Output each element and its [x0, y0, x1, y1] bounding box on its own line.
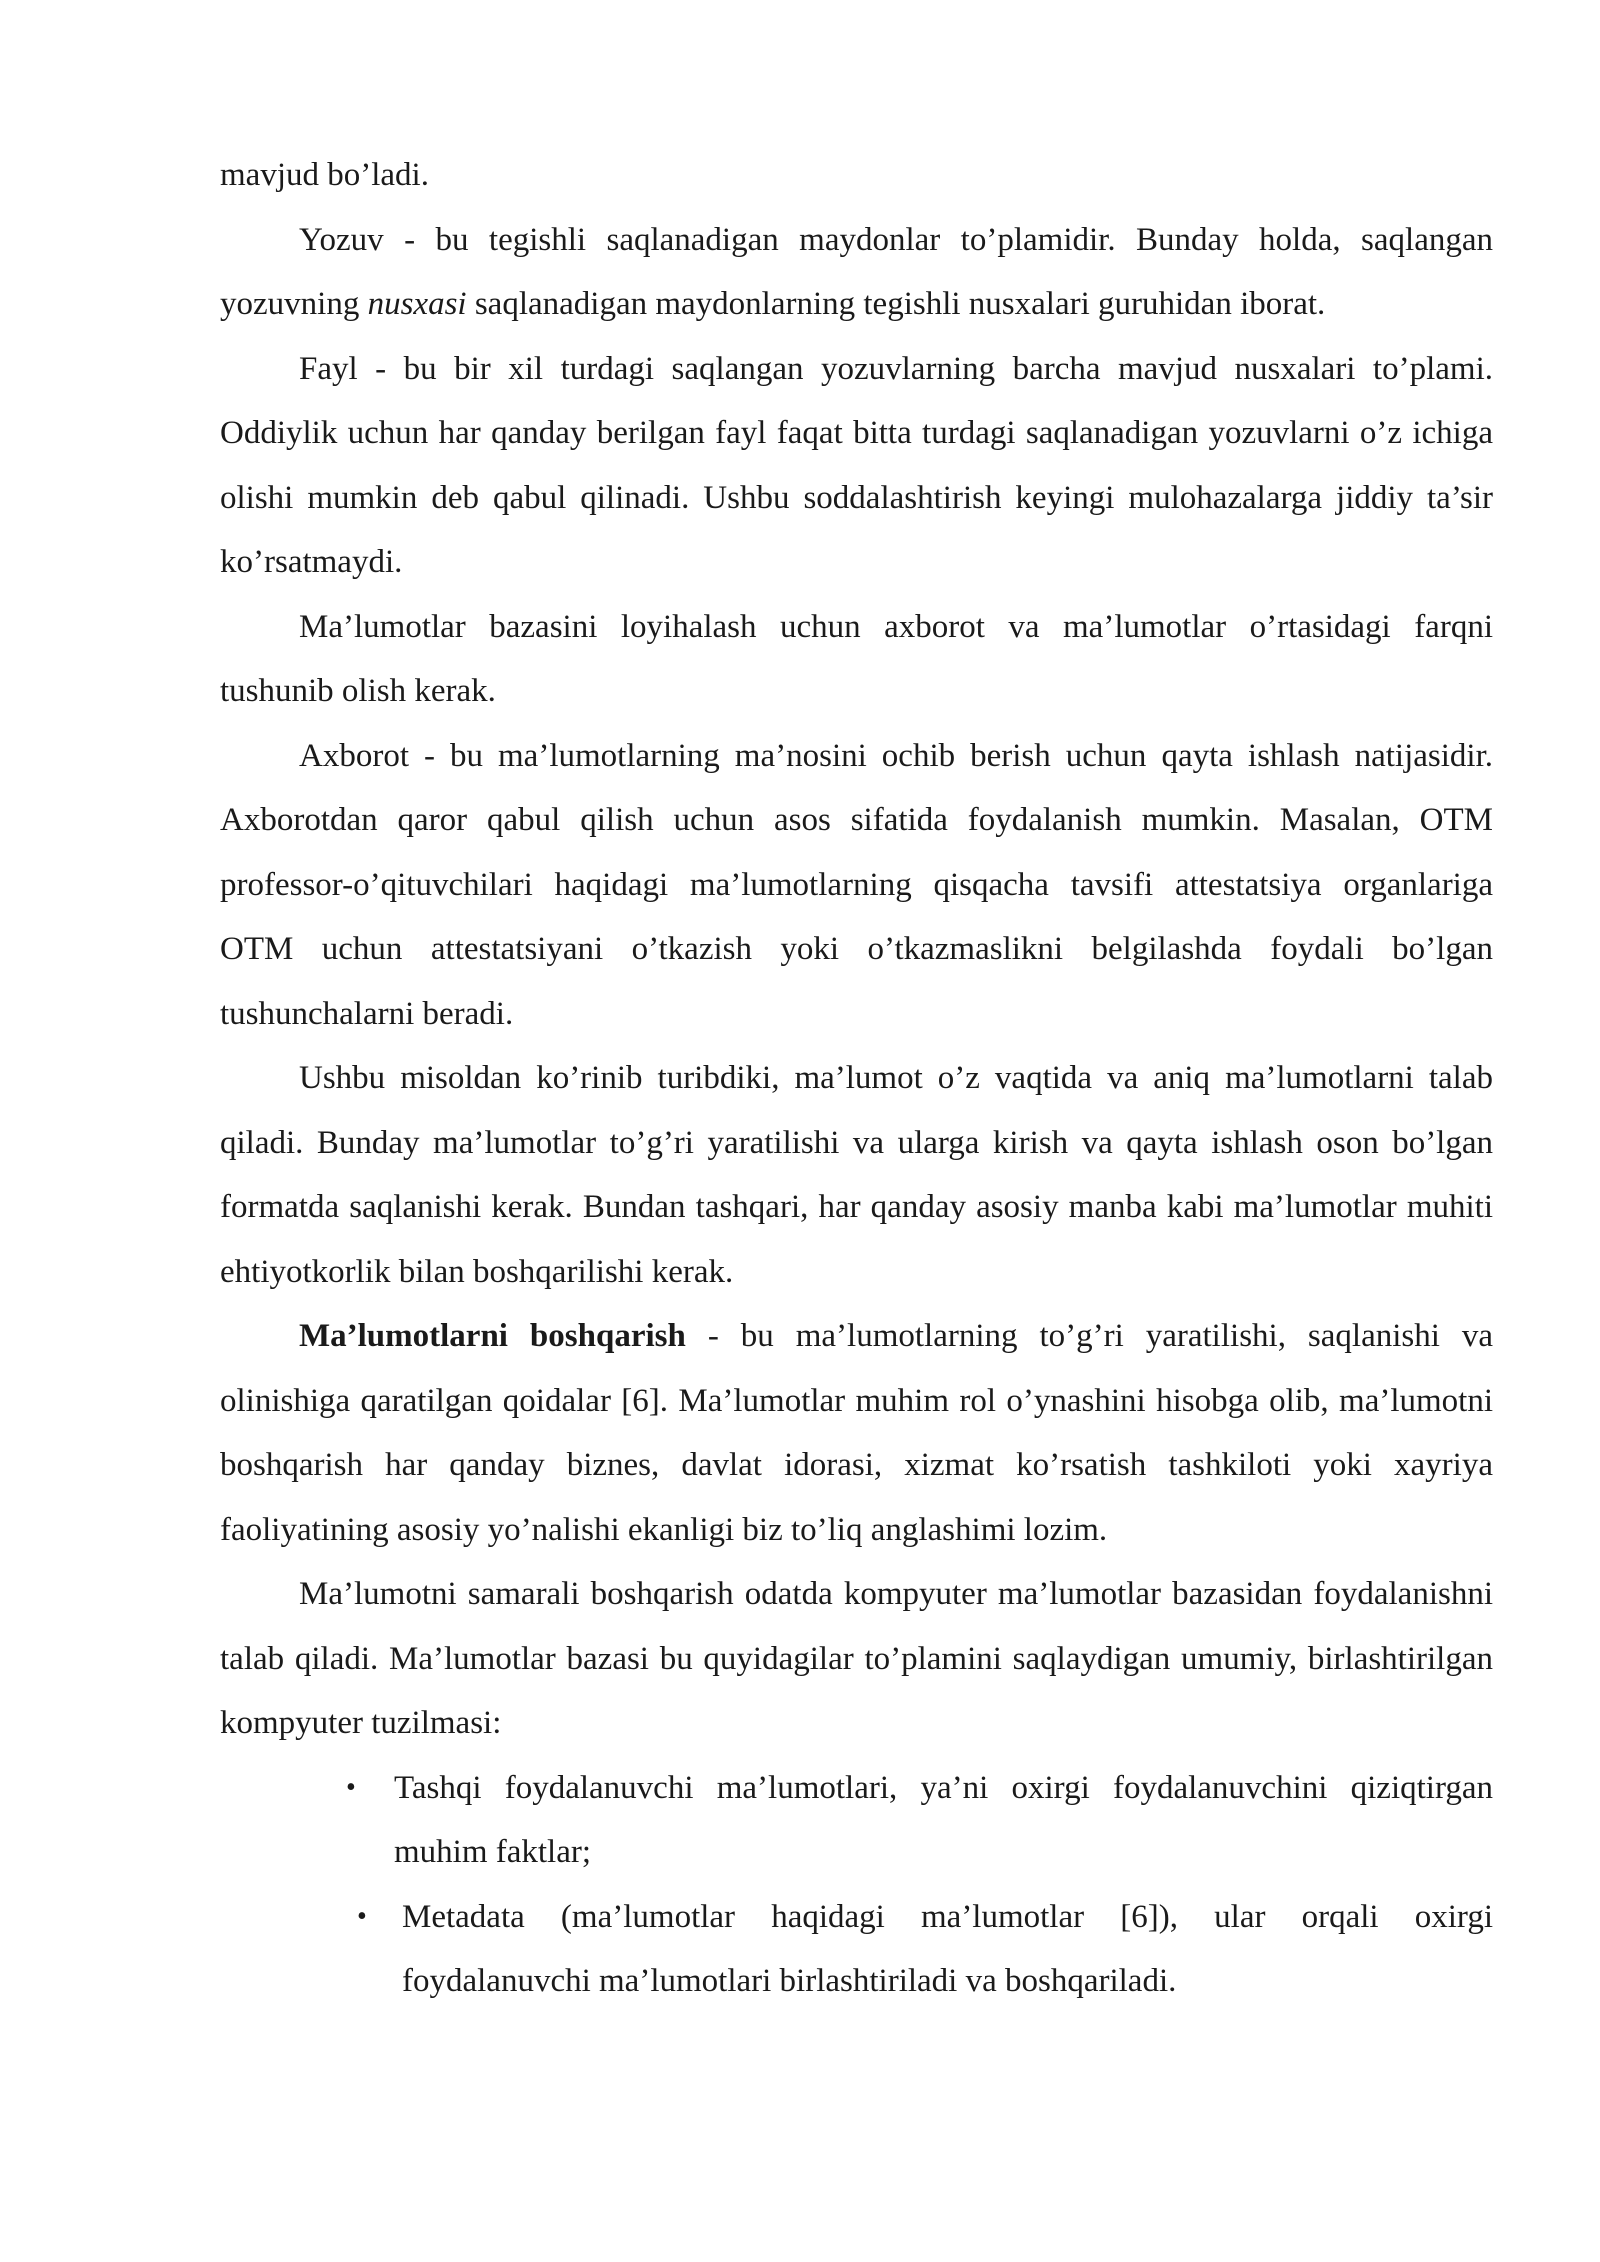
paragraph-axborot: Axborot - bu ma’lumotlarning ma’nosini ochib berish uchun qayta ishlash natijasidir. Axborotdan qaror qabul qilish uchun asos sifatida foydalanish mumkin. Masalan, OTM professor-o’qituvchilari haqidagi ma’lumotlarning qisqacha tavsifi attestatsiya organlariga OTM uchun attestatsiyani o’tkazish yoki o’tkazmaslikni belgilashda foydali bo’lgan tushunchalarni beradi.: [220, 737, 1493, 1032]
paragraph-yozuv-text-start: Yozuv - bu tegishli saqlanadigan maydonlar to’plamidir. Bunday holda, saqlangan yozuvning: [220, 221, 1493, 322]
paragraph-yozuv-text-end: saqlanadigan maydonlarning tegishli nusxalari guruhidan iborat.: [466, 286, 1326, 322]
bullet-item-text: Tashqi foydalanuvchi ma’lumotlari, ya’ni oxirgi foydalanuvchini qiziqtirgan muhim faktlar;: [394, 1769, 1493, 1870]
paragraph-continuation: mavjud bo’ladi.: [220, 157, 429, 193]
document-page: [220, 143, 1493, 2014]
paragraph-boshqarish-text: - bu ma’lumotlarning to’g’ri yaratilishi, saqlanishi va olinishiga qaratilgan qoidalar [6]. Ma’lumotlar muhim rol o’ynashini hisobga olib, ma’lumotni boshqarish har qanday biznes, davlat idorasi, xizmat ko’rsatish tashkiloti yoki xayriya faoliyatining asosiy yo’nalishi ekanligi biz to’liq anglashimi lozim.: [220, 1318, 1493, 1548]
paragraph-loyihalash: Ma’lumotlar bazasini loyihalash uchun axborot va ma’lumotlar o’rtasidagi farqni tushunib olish kerak.: [220, 608, 1493, 709]
bullet-list: [220, 1756, 1493, 2014]
paragraph-samarali: Ma’lumotni samarali boshqarish odatda kompyuter ma’lumotlar bazasidan foydalanishni talab qiladi. Ma’lumotlar bazasi bu quyidagilar to’plamini saqlaydigan umumiy, birlashtirilgan kompyuter tuzilmasi:: [220, 1576, 1493, 1741]
paragraph-yozuv-italic-term: nusxasi: [367, 286, 467, 322]
bullet-marker: •: [346, 1771, 356, 1803]
bullet-item-metadata: [357, 1885, 1493, 2014]
paragraph-yozuv: [220, 208, 1493, 337]
bullet-item-text: Metadata (ma’lumotlar haqidagi ma’lumotlar [6]), ular orqali oxirgi foydalanuvchi ma’lumotlari birlashtiriladi va boshqariladi.: [402, 1898, 1493, 1999]
bullet-item-tashqi: [346, 1756, 1493, 1885]
paragraph-boshqarish-bold-term: Ma’lumotlarni boshqarish: [299, 1318, 686, 1354]
paragraph-misol: Ushbu misoldan ko’rinib turibdiki, ma’lumot o’z vaqtida va aniq ma’lumotlarni talab qiladi. Bunday ma’lumotlar to’g’ri yaratilishi va ularga kirish va qayta ishlash oson bo’lgan formatda saqlanishi kerak. Bundan tashqari, har qanday asosiy manba kabi ma’lumotlar muhiti ehtiyotkorlik bilan boshqarilishi kerak.: [220, 1060, 1493, 1290]
paragraph-boshqarish: [220, 1304, 1493, 1562]
bullet-marker: •: [357, 1900, 367, 1932]
paragraph-fayl: Fayl - bu bir xil turdagi saqlangan yozuvlarning barcha mavjud nusxalari to’plami. Oddiylik uchun har qanday berilgan fayl faqat bitta turdagi saqlanadigan yozuvlarni o’z ichiga olishi mumkin deb qabul qilinadi. Ushbu soddalashtirish keyingi mulohazalarga jiddiy ta’sir ko’rsatmaydi.: [220, 350, 1493, 580]
